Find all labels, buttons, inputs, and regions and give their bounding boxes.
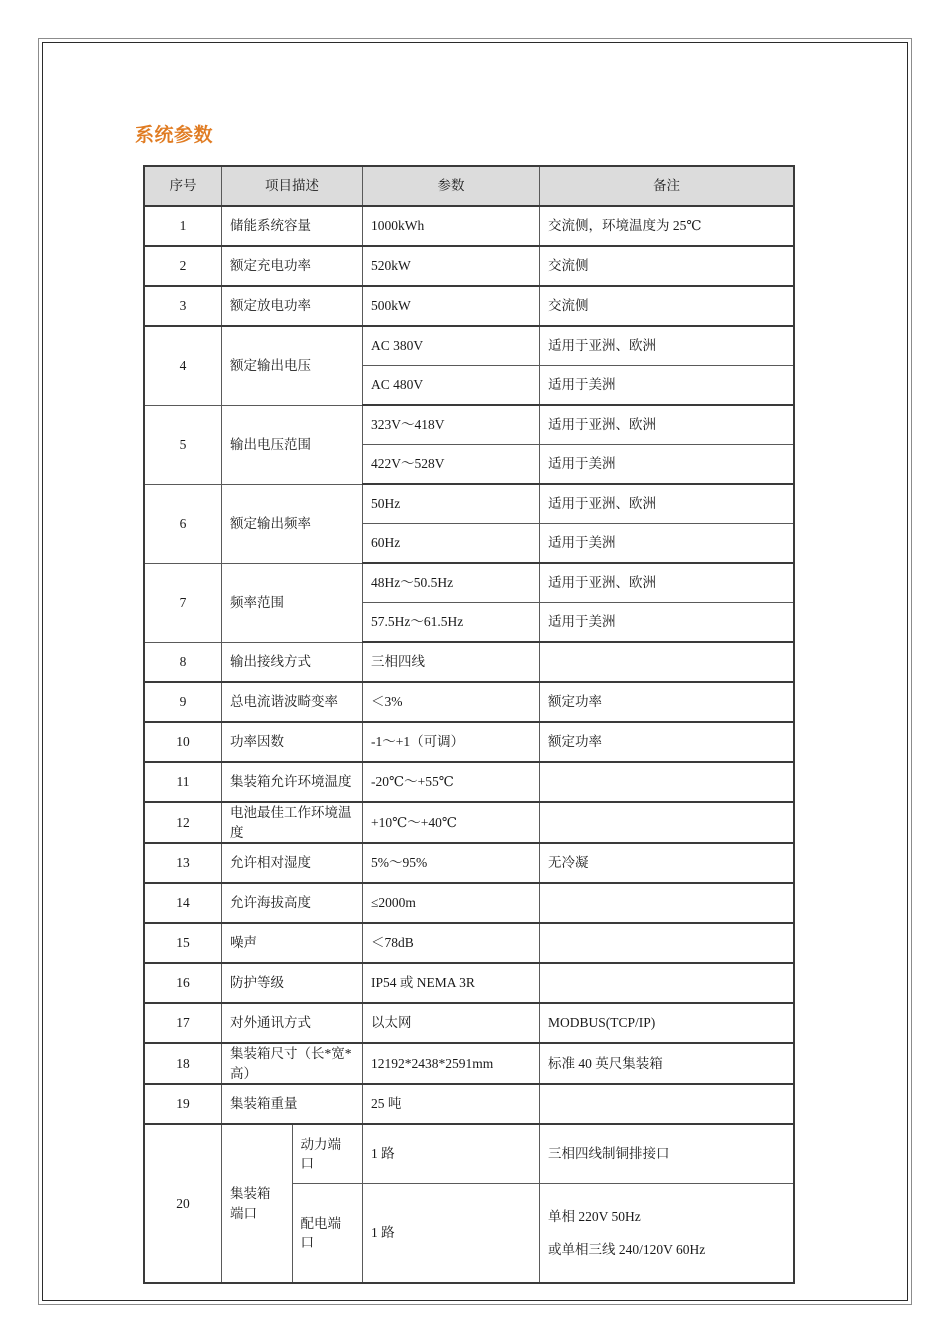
row-parameter: 1 路 xyxy=(363,1184,540,1284)
row-parameter: 25 吨 xyxy=(363,1084,540,1124)
row-note xyxy=(540,762,795,802)
row-note: MODBUS(TCP/IP) xyxy=(540,1003,795,1043)
row-index: 14 xyxy=(144,883,222,923)
table-body xyxy=(144,206,794,1283)
row-parameter: +10℃～+40℃ xyxy=(363,802,540,843)
row-index: 15 xyxy=(144,923,222,963)
row-description: 对外通讯方式 xyxy=(222,1003,363,1043)
row-description: 输出电压范围 xyxy=(222,405,363,484)
row-note: 适用于美洲 xyxy=(540,524,795,564)
row-description: 额定输出频率 xyxy=(222,484,363,563)
row-description: 电池最佳工作环境温度 xyxy=(222,802,363,843)
table-row xyxy=(144,1043,794,1084)
row-index: 10 xyxy=(144,722,222,762)
row-parameter: ＜78dB xyxy=(363,923,540,963)
row-note xyxy=(540,1084,795,1124)
table-row xyxy=(144,963,794,1003)
table-row xyxy=(144,802,794,843)
row-description: 集装箱重量 xyxy=(222,1084,363,1124)
row-index: 20 xyxy=(144,1124,222,1283)
row-description: 允许海拔高度 xyxy=(222,883,363,923)
table-row xyxy=(144,405,794,445)
table-row xyxy=(144,326,794,366)
row-parameter: 57.5Hz～61.5Hz xyxy=(363,603,540,643)
table-row xyxy=(144,1084,794,1124)
column-header-description: 项目描述 xyxy=(222,166,363,206)
table-row xyxy=(144,762,794,802)
table-row xyxy=(144,843,794,883)
row-note: 交流侧 xyxy=(540,246,795,286)
row-index: 1 xyxy=(144,206,222,246)
table-row xyxy=(144,484,794,524)
row-note: 适用于亚洲、欧洲 xyxy=(540,563,795,603)
row-parameter: ≤2000m xyxy=(363,883,540,923)
row-description: 防护等级 xyxy=(222,963,363,1003)
row-parameter: 以太网 xyxy=(363,1003,540,1043)
row-description: 功率因数 xyxy=(222,722,363,762)
row-parameter: 50Hz xyxy=(363,484,540,524)
row-note: 适用于美洲 xyxy=(540,445,795,485)
column-header-index: 序号 xyxy=(144,166,222,206)
row-parameter: ＜3% xyxy=(363,682,540,722)
table-row xyxy=(144,206,794,246)
row-parameter: 60Hz xyxy=(363,524,540,564)
row-parameter: 422V～528V xyxy=(363,445,540,485)
table-row xyxy=(144,883,794,923)
row-description: 允许相对湿度 xyxy=(222,843,363,883)
row-parameter: -20℃～+55℃ xyxy=(363,762,540,802)
table-row xyxy=(144,722,794,762)
table-header-row xyxy=(144,166,794,206)
row-note: 额定功率 xyxy=(540,682,795,722)
row-description: 噪声 xyxy=(222,923,363,963)
table-row xyxy=(144,642,794,682)
row-index: 17 xyxy=(144,1003,222,1043)
row-parameter: 323V～418V xyxy=(363,405,540,445)
row-description: 输出接线方式 xyxy=(222,642,363,682)
table-header xyxy=(144,166,794,206)
row-parameter: 1 路 xyxy=(363,1124,540,1184)
row-parameter: 5%～95% xyxy=(363,843,540,883)
row-index: 13 xyxy=(144,843,222,883)
row-note xyxy=(540,923,795,963)
row-note xyxy=(540,883,795,923)
row-description: 集装箱允许环境温度 xyxy=(222,762,363,802)
row-parameter: IP54 或 NEMA 3R xyxy=(363,963,540,1003)
row-subcategory: 动力端口 xyxy=(292,1124,363,1184)
row-parameter: 520kW xyxy=(363,246,540,286)
row-note: 适用于亚洲、欧洲 xyxy=(540,326,795,366)
system-parameters-table xyxy=(143,165,795,1284)
row-note: 额定功率 xyxy=(540,722,795,762)
row-index: 6 xyxy=(144,484,222,563)
row-index: 18 xyxy=(144,1043,222,1084)
row-description: 额定放电功率 xyxy=(222,286,363,326)
row-note: 交流侧 xyxy=(540,286,795,326)
row-parameter: AC 480V xyxy=(363,366,540,406)
row-note: 适用于亚洲、欧洲 xyxy=(540,405,795,445)
row-description: 总电流谐波畸变率 xyxy=(222,682,363,722)
row-index: 3 xyxy=(144,286,222,326)
row-description: 额定输出电压 xyxy=(222,326,363,405)
row-note: 适用于亚洲、欧洲 xyxy=(540,484,795,524)
note-line: 或单相三线 240/120V 60Hz xyxy=(548,1242,706,1258)
row-parameter: 三相四线 xyxy=(363,642,540,682)
note-line: 单相 220V 50Hz xyxy=(548,1208,641,1224)
table-row xyxy=(144,286,794,326)
row-note: 三相四线制铜排接口 xyxy=(540,1124,795,1184)
row-index: 19 xyxy=(144,1084,222,1124)
system-parameters-table-wrapper xyxy=(143,165,795,1284)
row-index: 12 xyxy=(144,802,222,843)
row-description: 储能系统容量 xyxy=(222,206,363,246)
row-parameter: 48Hz～50.5Hz xyxy=(363,563,540,603)
table-row xyxy=(144,1124,794,1184)
row-parameter: -1～+1（可调） xyxy=(363,722,540,762)
column-header-parameter: 参数 xyxy=(363,166,540,206)
row-index: 8 xyxy=(144,642,222,682)
row-parameter: 1000kWh xyxy=(363,206,540,246)
row-index: 9 xyxy=(144,682,222,722)
row-index: 2 xyxy=(144,246,222,286)
row-note: 适用于美洲 xyxy=(540,366,795,406)
row-description: 额定充电功率 xyxy=(222,246,363,286)
row-parameter: 12192*2438*2591mm xyxy=(363,1043,540,1084)
row-note xyxy=(540,963,795,1003)
column-header-note: 备注 xyxy=(540,166,795,206)
row-subcategory: 配电端口 xyxy=(292,1184,363,1284)
row-note: 无冷凝 xyxy=(540,843,795,883)
row-parameter: AC 380V xyxy=(363,326,540,366)
row-description: 集装箱端口 xyxy=(222,1124,293,1283)
row-note xyxy=(540,802,795,843)
row-note: 标准 40 英尺集装箱 xyxy=(540,1043,795,1084)
row-note xyxy=(540,642,795,682)
row-note: 适用于美洲 xyxy=(540,603,795,643)
table-row xyxy=(144,246,794,286)
page-title: 系统参数 xyxy=(135,124,214,146)
row-index: 7 xyxy=(144,563,222,642)
table-row xyxy=(144,563,794,603)
row-index: 11 xyxy=(144,762,222,802)
table-row xyxy=(144,682,794,722)
row-note: 交流侧，环境温度为 25℃ xyxy=(540,206,795,246)
table-row xyxy=(144,1003,794,1043)
row-note xyxy=(540,1184,795,1284)
row-description: 集装箱尺寸（长*宽*高） xyxy=(222,1043,363,1084)
row-index: 16 xyxy=(144,963,222,1003)
row-description: 频率范围 xyxy=(222,563,363,642)
table-row xyxy=(144,923,794,963)
row-index: 4 xyxy=(144,326,222,405)
row-parameter: 500kW xyxy=(363,286,540,326)
row-index: 5 xyxy=(144,405,222,484)
